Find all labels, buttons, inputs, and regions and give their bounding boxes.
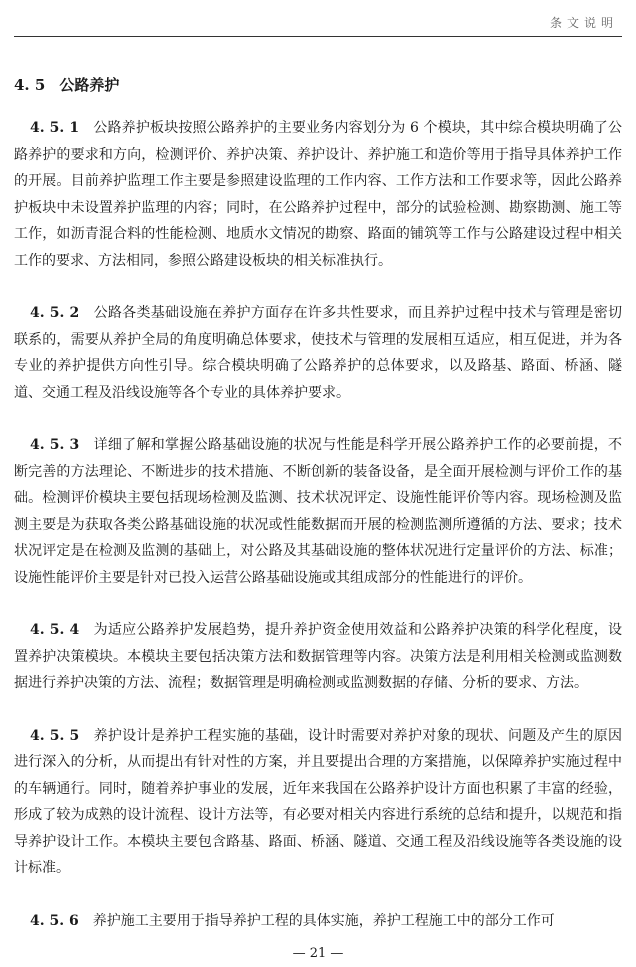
clause-text: 公路各类基础设施在养护方面存在许多共性要求，而且养护过程中技术与管理是密切联系的，需要从养护全局的角度明确总体要求，使技术与管理的发展相互适应，相互促进，并为各专业的养护提供方向性引导。综合模块明确了公路养护的总体要求，以及路基、路面、桥涵、隧道、交通工程及沿线设施等各个专业的具体养护要求。 [14, 305, 622, 401]
clause-text: 养护设计是养护工程实施的基础，设计时需要对养护对象的现状、问题及产生的原因进行深入的分析，从而提出有针对性的方案，并且要提出合理的方案措施，以保障养护实施过程中的车辆通行。同时，随着养护事业的发展，近年来我国在公路养护设计方面也积累了丰富的经验，形成了较为成熟的设计流程、设计方法等，有必要对相关内容进行系统的总结和提升，以规范和指导养护设计工作。本模块主要包含路基、路面、桥涵、隧道、交通工程及沿线设施等各类设施的设计标准。 [14, 727, 622, 876]
section-number: 4. 5 [14, 76, 46, 94]
clause-paragraph [14, 908, 622, 935]
page-number: — 21 — [292, 946, 344, 961]
header-title: 条文说明 [549, 16, 618, 30]
clause-number: 4. 5. 3 [30, 437, 80, 453]
clause-paragraph [14, 300, 622, 406]
clause-paragraph [14, 723, 622, 882]
clause-number: 4. 5. 4 [30, 622, 80, 638]
clause-text: 养护施工主要用于指导养护工程的具体实施，养护工程施工中的部分工作可 [92, 912, 555, 929]
section-title: 公路养护 [59, 76, 120, 94]
clause-paragraph [14, 432, 622, 591]
clause-number: 4. 5. 6 [30, 912, 79, 929]
clause-number: 4. 5. 5 [30, 727, 80, 744]
page-header [14, 10, 622, 37]
clause-text: 详细了解和掌握公路基础设施的状况与性能是科学开展公路养护工作的必要前提，不断完善的方法理论、不断进步的技术措施、不断创新的装备设备，是全面开展检测与评价工作的基础。检测评价模块主要包括现场检测及监测、技术状况评定、设施性能评价等内容。现场检测及监测主要是为获取各类公路基础设施的状况或性能数据而开展的检测监测所遵循的方法、要求；技术状况评定是在检测及监测的基础上，对公路及其基础设施的整体状况进行定量评价的方法、标准；设施性能评价主要是针对已投入运营公路基础设施或其组成部分的性能进行的评价。 [14, 437, 622, 586]
clause-paragraph [14, 115, 622, 274]
clause-content [14, 115, 622, 960]
clause-text: 公路养护板块按照公路养护的主要业务内容划分为 6 个模块，其中综合模块明确了公路养护的要求和方向，检测评价、养护决策、养护设计、养护施工和造价等用于指导具体养护工作的开展。目前养护监理工作主要是参照建设监理的工作内容、工作方法和工作要求等，因此公路养护板块中未设置养护监理的内容；同时，在公路养护过程中，部分的试验检测、勘察勘测、施工等工作，如沥青混合料的性能检测、地质水文情况的勘察、路面的铺筑等工作与公路建设过程中相关工作的要求、方法相同，参照公路建设板块的相关标准执行。 [14, 120, 622, 269]
clause-number: 4. 5. 2 [30, 305, 80, 321]
clause-text: 为适应公路养护发展趋势，提升养护资金使用效益和公路养护决策的科学化程度，设置养护决策模块。本模块主要包括决策方法和数据管理等内容。决策方法是利用相关检测或监测数据进行养护决策的方法、流程；数据管理是明确检测或监测数据的存储、分析的要求、方法。 [14, 622, 622, 691]
clause-paragraph [14, 617, 622, 697]
section-heading [14, 74, 119, 95]
clause-number: 4. 5. 1 [30, 120, 80, 136]
